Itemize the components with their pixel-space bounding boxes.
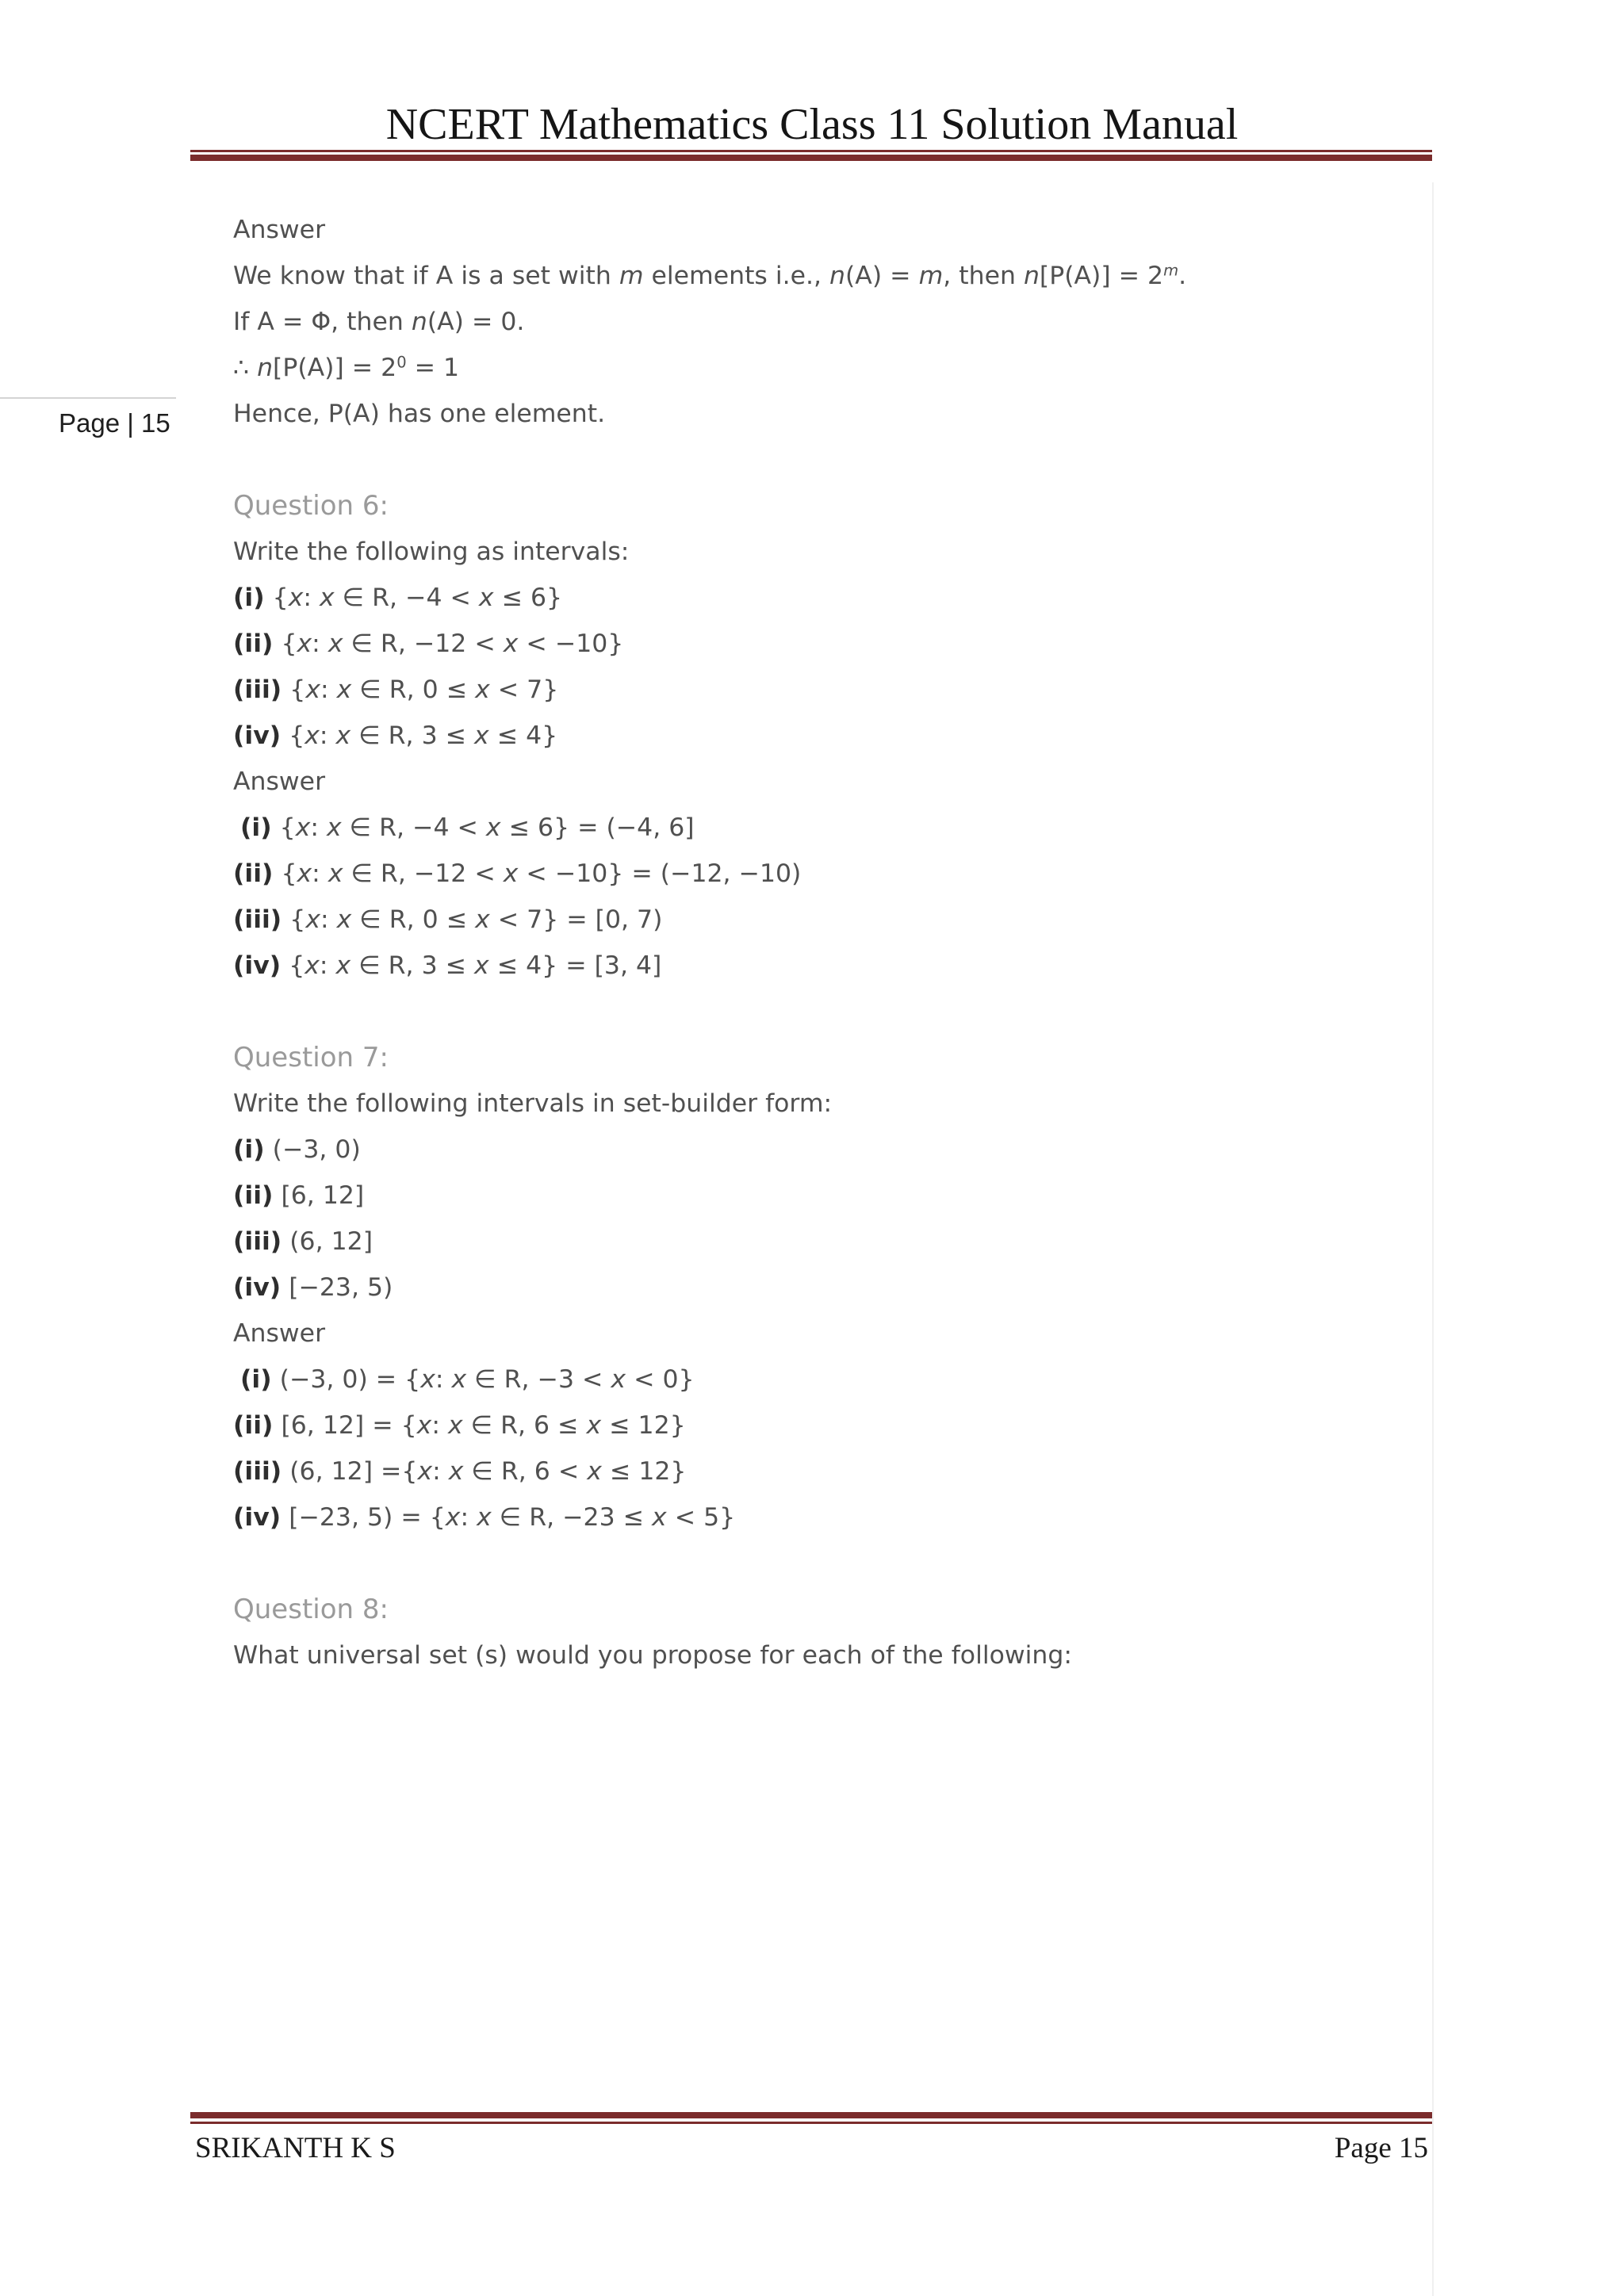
math-variable: x	[295, 813, 311, 842]
math-variable: x	[477, 1503, 492, 1532]
math-variable: n	[411, 308, 427, 336]
answer-line-end: = 1	[406, 354, 460, 382]
math-variable: x	[485, 813, 501, 842]
math-variable: x	[304, 721, 320, 750]
item-text: (−3, 0) = {x: x ∈ R, −3 < x < 0}	[279, 1365, 695, 1394]
answer-item	[233, 851, 1407, 897]
answer-label: Answer	[233, 216, 326, 244]
math-variable: m	[918, 262, 944, 290]
header-rule-thick	[190, 155, 1432, 161]
margin-page-number: Page | 15	[59, 408, 170, 438]
answer-item	[233, 1494, 1407, 1540]
math-variable: x	[417, 1457, 433, 1486]
math-variable: x	[447, 1411, 463, 1440]
item-label: (i)	[240, 1365, 272, 1394]
page-content	[233, 207, 1407, 1678]
math-variable: x	[448, 1457, 464, 1486]
item-label: (ii)	[233, 1411, 274, 1440]
question-heading: Question 8:	[233, 1594, 389, 1625]
page-title: NCERT Mathematics Class 11 Solution Manual	[385, 100, 1239, 149]
item-text: {x: x ∈ R, −12 < x < −10} = (−12, −10)	[281, 859, 802, 888]
answer-item	[233, 805, 1407, 851]
question-item	[233, 713, 1407, 759]
item-text: (−3, 0)	[272, 1135, 361, 1164]
math-variable: m	[619, 262, 644, 290]
math-variable: x	[305, 905, 320, 934]
item-label: (iv)	[233, 951, 282, 980]
answer-item	[233, 1402, 1407, 1448]
math-variable: m	[1163, 261, 1179, 280]
question-item	[233, 1173, 1407, 1219]
item-text: {x: x ∈ R, 3 ≤ x ≤ 4} = [3, 4]	[289, 951, 662, 980]
item-text: [−23, 5) = {x: x ∈ R, −23 ≤ x < 5}	[289, 1503, 736, 1532]
exponent	[1163, 261, 1178, 279]
question-7	[233, 1035, 1407, 1540]
item-text: {x: x ∈ R, −12 < x < −10}	[281, 629, 624, 658]
item-label: (i)	[233, 1135, 265, 1164]
question-prompt: Write the following intervals in set-builder form:	[233, 1089, 833, 1118]
math-variable: x	[336, 675, 352, 704]
math-variable: x	[503, 629, 519, 658]
answer-line-text: ∴ n[P(A)] = 2	[233, 354, 397, 382]
answer-label: Answer	[233, 1319, 326, 1348]
math-variable: x	[297, 859, 312, 888]
item-text: [6, 12] = {x: x ∈ R, 6 ≤ x ≤ 12}	[281, 1411, 686, 1440]
item-text: [−23, 5)	[289, 1273, 393, 1302]
item-text: (6, 12]	[289, 1227, 373, 1256]
item-text: [6, 12]	[281, 1181, 365, 1210]
math-variable: x	[474, 951, 489, 980]
answer-line: Hence, P(A) has one element.	[233, 400, 606, 428]
question-5-answer	[233, 207, 1407, 437]
math-variable: x	[335, 951, 351, 980]
answer-line: If A = Φ, then n(A) = 0.	[233, 308, 525, 336]
math-variable: x	[474, 721, 489, 750]
item-label: (iii)	[233, 1227, 282, 1256]
content-image-edge	[1432, 182, 1434, 2296]
item-label: (ii)	[233, 1181, 274, 1210]
footer-author: SRIKANTH K S	[195, 2132, 396, 2164]
item-label: (iv)	[233, 721, 282, 750]
footer-rule-thin	[190, 2122, 1432, 2124]
answer-line	[233, 345, 1407, 391]
answer-item	[233, 1448, 1407, 1494]
math-variable: x	[327, 859, 343, 888]
margin-note-rule	[0, 397, 176, 399]
footer-page-number: Page 15	[1334, 2132, 1428, 2164]
math-variable: x	[305, 675, 320, 704]
math-variable: x	[320, 584, 335, 612]
math-variable: x	[297, 629, 312, 658]
item-text: {x: x ∈ R, 0 ≤ x < 7} = [0, 7)	[289, 905, 663, 934]
answer-label: Answer	[233, 767, 326, 796]
math-variable: x	[586, 1411, 602, 1440]
math-variable: x	[478, 584, 494, 612]
question-heading: Question 7:	[233, 1042, 389, 1073]
math-variable: n	[1023, 262, 1040, 290]
item-label: (iv)	[233, 1503, 282, 1532]
question-6	[233, 483, 1407, 989]
math-variable: x	[420, 1365, 435, 1394]
answer-item	[233, 1357, 1407, 1402]
item-text: {x: x ∈ R, 0 ≤ x < 7}	[289, 675, 559, 704]
question-item	[233, 667, 1407, 713]
math-variable: x	[652, 1503, 667, 1532]
header-rule-thin	[190, 150, 1432, 152]
question-item	[233, 1265, 1407, 1311]
math-variable: x	[416, 1411, 432, 1440]
question-item	[233, 621, 1407, 667]
math-variable: x	[587, 1457, 602, 1486]
answer-item	[233, 897, 1407, 943]
math-variable: x	[304, 951, 320, 980]
math-variable: x	[475, 905, 490, 934]
question-8	[233, 1586, 1407, 1678]
item-label: (i)	[240, 813, 272, 842]
item-label: (iii)	[233, 675, 282, 704]
math-variable: x	[611, 1365, 626, 1394]
item-text: (6, 12] ={x: x ∈ R, 6 < x ≤ 12}	[289, 1457, 687, 1486]
math-variable: x	[336, 905, 352, 934]
answer-line	[233, 253, 1407, 299]
question-item	[233, 1219, 1407, 1265]
math-variable: x	[327, 629, 343, 658]
item-label: (iii)	[233, 1457, 282, 1486]
question-heading: Question 6:	[233, 490, 389, 522]
item-text: {x: x ∈ R, −4 < x ≤ 6}	[272, 584, 563, 612]
question-prompt: What universal set (s) would you propose for each of the following:	[233, 1641, 1072, 1670]
item-label: (iii)	[233, 905, 282, 934]
question-item	[233, 1127, 1407, 1173]
question-prompt: Write the following as intervals:	[233, 538, 630, 566]
math-variable: x	[445, 1503, 461, 1532]
item-label: (ii)	[233, 859, 274, 888]
math-variable: x	[475, 675, 490, 704]
math-variable: x	[288, 584, 304, 612]
question-item	[233, 575, 1407, 621]
item-text: {x: x ∈ R, 3 ≤ x ≤ 4}	[289, 721, 558, 750]
math-variable: x	[335, 721, 351, 750]
item-label: (i)	[233, 584, 265, 612]
footer-rule-thick	[190, 2112, 1432, 2118]
math-variable: x	[451, 1365, 467, 1394]
answer-item	[233, 943, 1407, 989]
answer-line-text: We know that if A is a set with m elements i.e., n(A) = m, then n[P(A)] = 2	[233, 262, 1164, 290]
item-label: (ii)	[233, 629, 274, 658]
math-variable: n	[829, 262, 846, 290]
math-variable: x	[503, 859, 519, 888]
item-label: (iv)	[233, 1273, 282, 1302]
item-text: {x: x ∈ R, −4 < x ≤ 6} = (−4, 6]	[279, 813, 695, 842]
math-variable: n	[257, 354, 274, 382]
answer-line-end: .	[1178, 262, 1187, 290]
math-variable: x	[327, 813, 342, 842]
exponent: 0	[396, 353, 407, 372]
